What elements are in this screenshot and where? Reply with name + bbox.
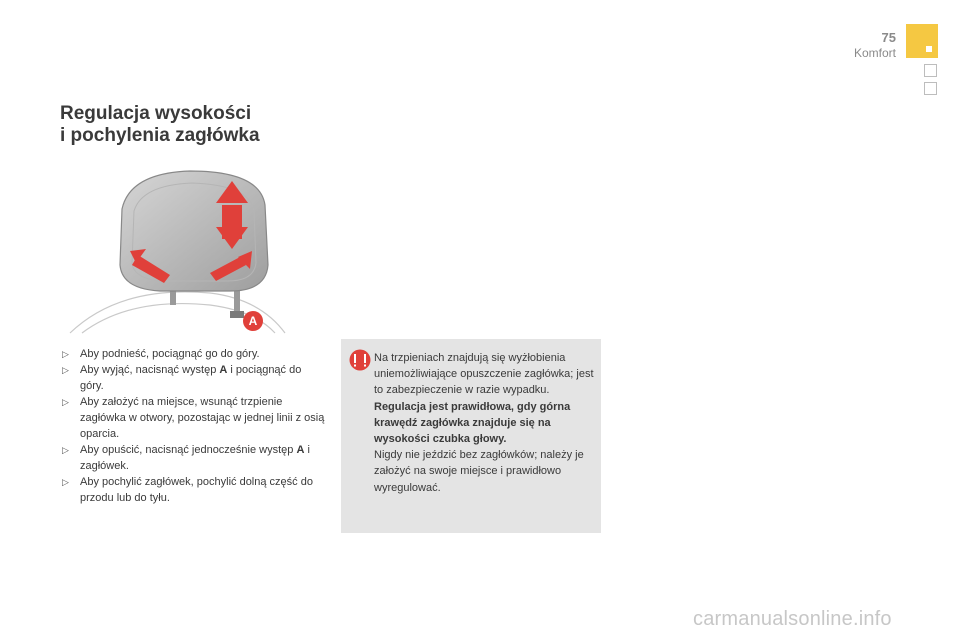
watermark: carmanualsonline.info	[693, 608, 892, 630]
page-number: 75	[881, 30, 896, 45]
section-name: Komfort	[853, 46, 896, 60]
bullet-arrow-icon: ▷	[62, 349, 69, 359]
bullet-arrow-icon: ▷	[62, 397, 69, 407]
instruction-list	[62, 346, 328, 506]
note-text	[374, 350, 596, 496]
headrest-illustration	[60, 165, 290, 337]
note-paragraph: Na trzpieniach znajdują się wyżłobienia uniemożliwiające opuszczenie zagłówka; jest to zabezpieczenie w razie wypadku.	[374, 352, 594, 397]
page-title	[60, 103, 260, 147]
list-item: ▷ Aby wyjąć, nacisnąć występ A i pociągnąć do góry.	[62, 364, 302, 392]
warning-note	[341, 339, 601, 533]
label-a-text: A	[248, 314, 258, 328]
chapter-tab[interactable]	[906, 24, 938, 58]
list-item: ▷ Aby założyć na miejsce, wsunąć trzpienie zagłówka w otwory, pozostając w jednej linii z osią oparcia.	[62, 396, 325, 440]
bullet-arrow-icon: ▷	[62, 445, 69, 455]
bullet-arrow-icon: ▷	[62, 477, 69, 487]
title-line-2: i pochylenia zagłówka	[60, 125, 260, 146]
headrest-shape	[120, 171, 268, 291]
list-item: ▷ Aby podnieść, pociągnąć go do góry.	[62, 348, 260, 360]
chapter-tab-box[interactable]	[924, 82, 937, 95]
list-item: ▷ Aby pochylić zagłówek, pochylić dolną część do przodu lub do tyłu.	[62, 476, 313, 504]
title-line-1: Regulacja wysokości	[60, 103, 252, 124]
warning-icon	[349, 349, 371, 371]
tab-dot-icon	[926, 46, 932, 52]
note-paragraph: Nigdy nie jeździć bez zagłówków; należy je założyć na swoje miejsce i prawidłowo wyregulować.	[374, 449, 584, 494]
note-paragraph-bold: Regulacja jest prawidłowa, gdy górna krawędź zagłówka znajduje się na wysokości czubka głowy.	[374, 400, 571, 446]
bullet-arrow-icon: ▷	[62, 365, 69, 375]
list-item: ▷ Aby opuścić, nacisnąć jednocześnie występ A i zagłówek.	[62, 444, 310, 472]
chapter-tab-box[interactable]	[924, 64, 937, 77]
